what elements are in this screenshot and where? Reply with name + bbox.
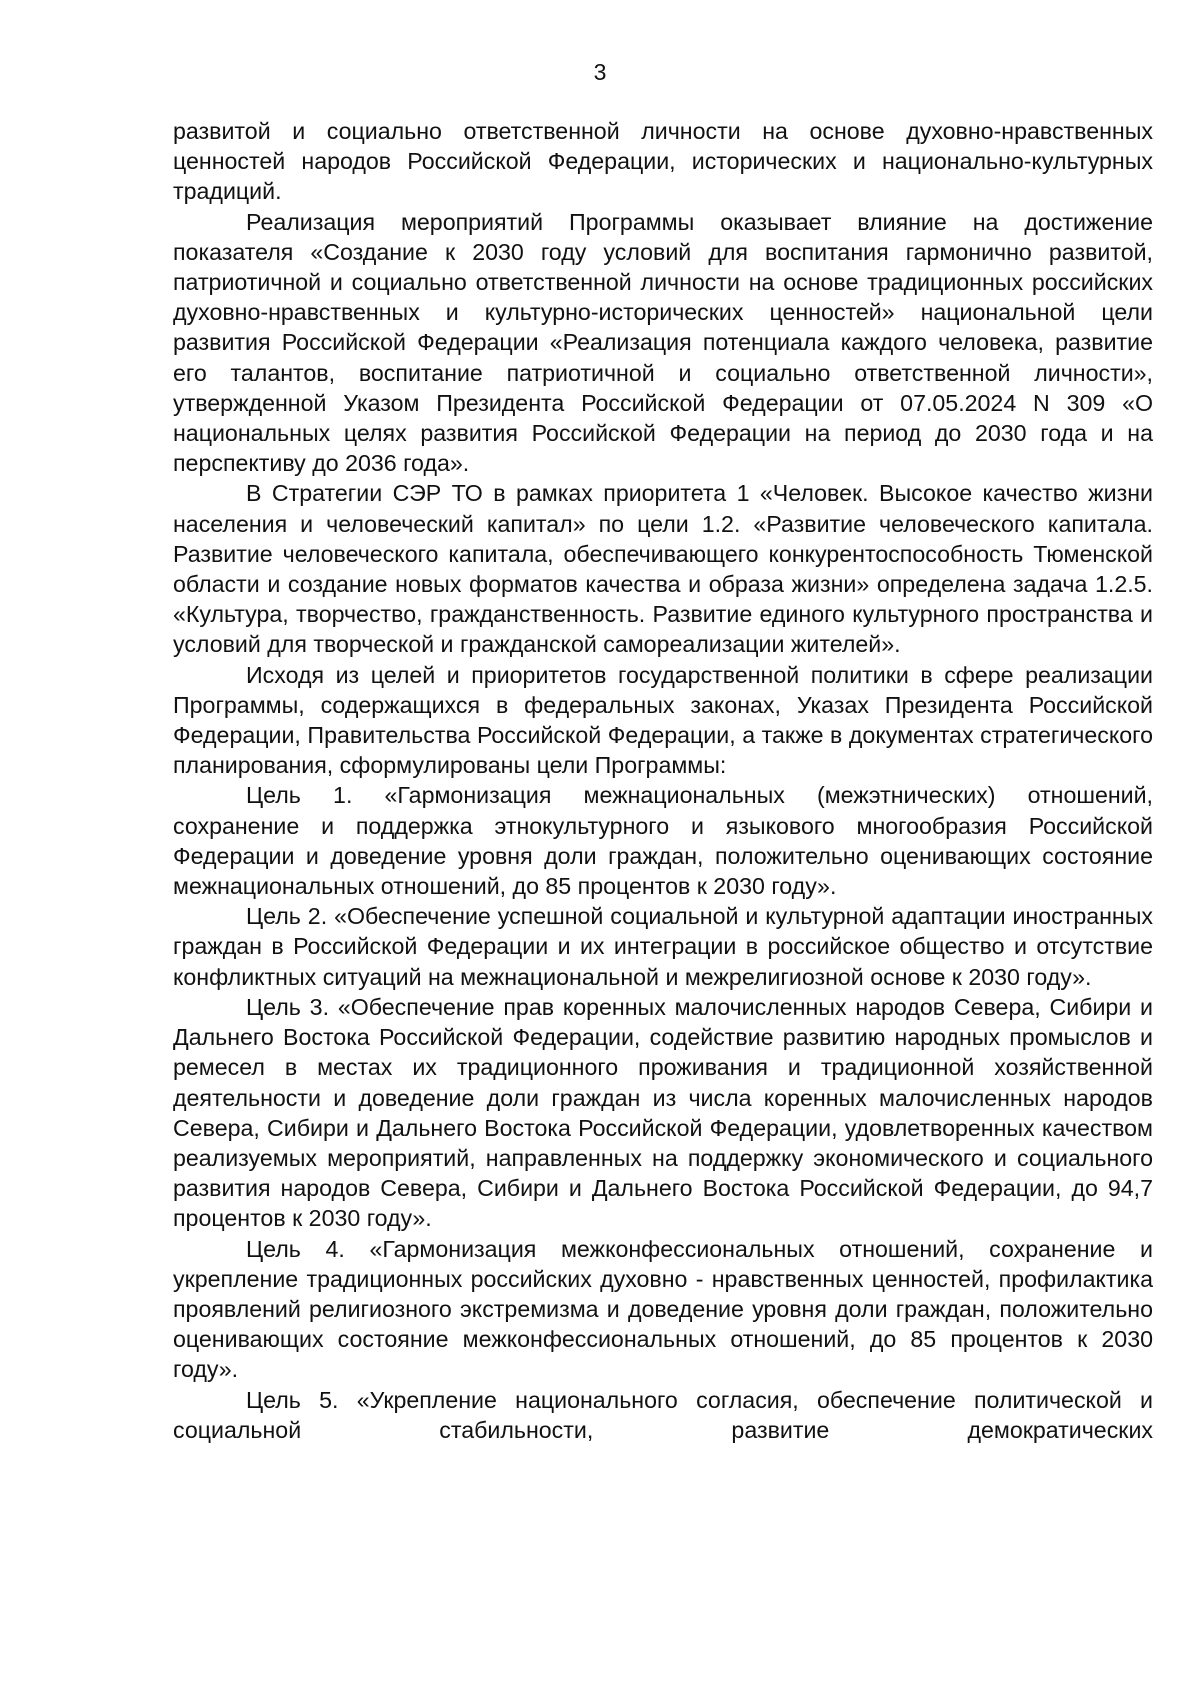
- paragraph-goal-2: Цель 2. «Обеспечение успешной социальной и культурной адаптации иностранных граждан в Российской Федерации и их интеграции в российское общество и отсутствие конфликтных ситуаций на межнациональной и межрелигиозной основе к 2030 году».: [173, 903, 1153, 990]
- paragraph-indicator-impact: Реализация мероприятий Программы оказывает влияние на достижение показателя «Создание к 2030 году условий для воспитания гармонично развитой, патриотичной и социально ответственной личности на основе традиционных российских духовно-нравственных и культурно-исторических ценностей» национальной цели развития Российской Федерации «Реализация потенциала каждого человека, развитие его талантов, воспитание патриотичной и социально ответственной личности», утвержденной Указом Президента Российской Федерации от 07.05.2024 N 309 «О национальных целях развития Российской Федерации на период до 2030 года и на перспективу до 2036 года».: [173, 208, 1153, 477]
- paragraph-goal-5: Цель 5. «Укрепление национального согласия, обеспечение политической и социальной стабильности, развитие демократических: [173, 1386, 1153, 1443]
- paragraph-goal-1: Цель 1. «Гармонизация межнациональных (межэтнических) отношений, сохранение и поддержка этнокультурного и языкового многообразия Российской Федерации и доведение уровня доли граждан, положительно оценивающих состояние межнациональных отношений, до 85 процентов к 2030 году».: [173, 782, 1153, 900]
- paragraph-continuation: развитой и социально ответственной личности на основе духовно-нравственных ценностей народов Российской Федерации, исторических и национально-культурных традиций.: [173, 118, 1153, 205]
- paragraph-strategy: В Стратегии СЭР ТО в рамках приоритета 1 «Человек. Высокое качество жизни населения и человеческий капитал» по цели 1.2. «Развитие человеческого капитала. Развитие человеческого капитала, обеспечивающего конкурентоспособность Тюменской области и создание новых форматов качества и образа жизни» определена задача 1.2.5. «Культура, творчество, гражданственность. Развитие единого культурного пространства и условий для творческой и гражданской самореализации жителей».: [173, 480, 1153, 658]
- paragraph-goals-intro: Исходя из целей и приоритетов государственной политики в сфере реализации Программы, содержащихся в федеральных законах, Указах Президента Российской Федерации, Правительства Российской Федерации, а также в документах стратегического планирования, сформулированы цели Программы:: [173, 661, 1153, 779]
- paragraph-goal-3: Цель 3. «Обеспечение прав коренных малочисленных народов Севера, Сибири и Дальнего Востока Российской Федерации, содействие развитию народных промыслов и ремесел в местах их традиционного проживания и традиционной хозяйственной деятельности и доведение доли граждан из числа коренных малочисленных народов Севера, Сибири и Дальнего Востока Российской Федерации, удовлетворенных качеством реализуемых мероприятий, направленных на поддержку экономического и социального развития народов Севера, Сибири и Дальнего Востока Российской Федерации, до 94,7 процентов к 2030 году».: [173, 993, 1153, 1232]
- page-number: 3: [593, 59, 607, 85]
- document-body: [173, 116, 1153, 1445]
- paragraph-goal-4: Цель 4. «Гармонизация межконфессиональных отношений, сохранение и укрепление традиционных российских духовно - нравственных ценностей, профилактика проявлений религиозного экстремизма и доведение уровня доли граждан, положительно оценивающих состояние межконфессиональных отношений, до 85 процентов к 2030 году».: [173, 1235, 1153, 1383]
